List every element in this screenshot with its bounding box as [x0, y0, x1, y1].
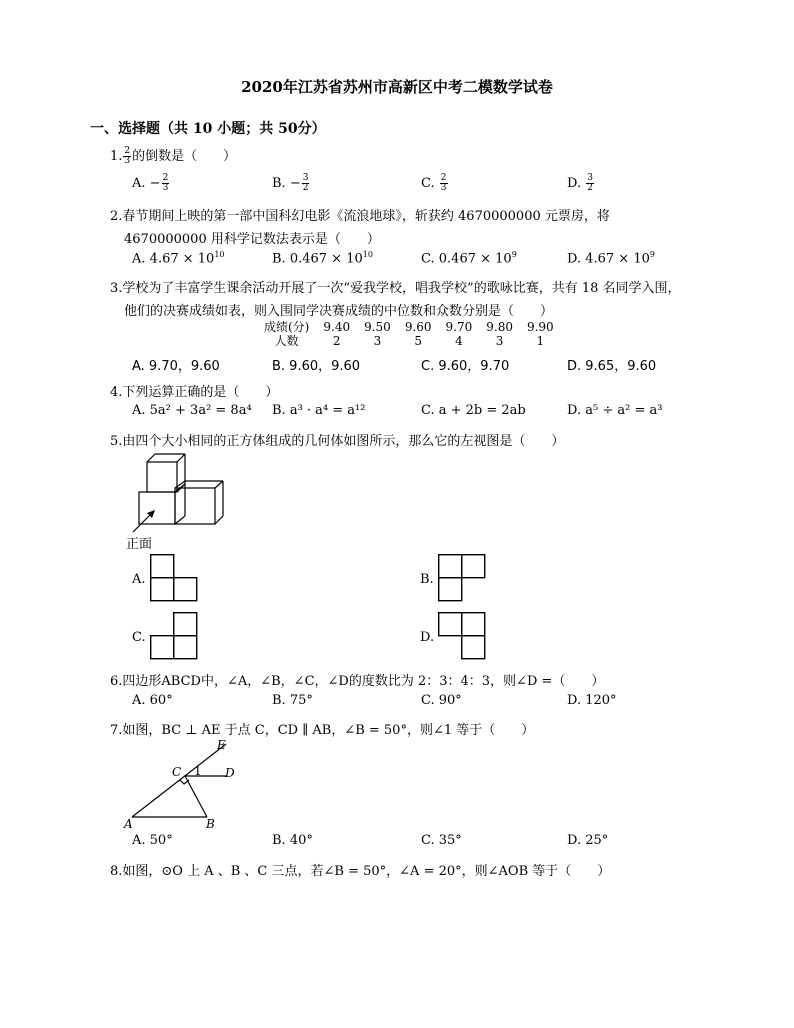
table-cell: 人数 — [274, 334, 299, 348]
question-number: 3. — [110, 281, 123, 296]
option-c-figure[interactable] — [150, 612, 200, 662]
option-a-figure[interactable] — [150, 554, 200, 604]
label-d: D — [225, 766, 235, 780]
option-b[interactable]: B. 9.60，9.60 — [272, 359, 361, 374]
question-4 — [110, 381, 278, 400]
table-cell: 9.70 — [445, 320, 473, 334]
table-cell: 3 — [373, 334, 382, 348]
question-7 — [110, 719, 534, 738]
question-8 — [110, 860, 610, 879]
question-text: 四边形ABCD中，∠A，∠B，∠C，∠D的度数比为 2：3：4：3，则∠D =（ ） — [122, 674, 605, 689]
option-a[interactable]: A. 5a² + 3a² = 8a⁴ — [132, 403, 252, 418]
label-c: C — [172, 765, 182, 779]
option-b[interactable]: B. $0.467 \times 10^{10}$ — [272, 250, 373, 267]
label-b: B — [206, 817, 215, 831]
option-d[interactable]: D. $\frac{3}{2}$ — [567, 173, 593, 193]
question-text-line1: 春节期间上映的第一部中国科幻电影《流浪地球》，斩获约 4670000000 元票房，将 — [122, 209, 610, 224]
option-d[interactable]: D. 9.65，9.60 — [567, 359, 657, 374]
fraction: $\frac{2}{3}$ — [124, 146, 131, 166]
question-number: 4. — [110, 385, 123, 400]
option-a[interactable]: A. 60° — [132, 693, 173, 708]
option-a[interactable]: A. $4.67 \times 10^{10}$ — [132, 250, 225, 267]
table-cell: 3 — [495, 334, 504, 348]
option-b[interactable]: B. a³ · a⁴ = a¹² — [272, 403, 366, 418]
question-text: 由四个大小相同的正方体组成的几何体如图所示，那么它的左视图是（ ） — [122, 434, 565, 449]
label-e: E — [217, 738, 226, 752]
option-a[interactable]: A. − $\frac{2}{3}$ — [132, 173, 169, 193]
label-angle-1: 1 — [194, 764, 202, 778]
option-d-label[interactable]: D. — [420, 630, 435, 645]
question-number: 5. — [110, 434, 123, 449]
question-number: 7. — [110, 723, 123, 738]
option-a[interactable]: A. 9.70，9.60 — [132, 359, 220, 374]
question-6 — [110, 670, 604, 689]
table-row — [264, 334, 554, 348]
option-c[interactable]: C. 90° — [421, 693, 462, 708]
table-cell: 成绩(分) — [264, 320, 310, 334]
question-text: 的倒数是（ ） — [132, 149, 237, 164]
label-a: A — [124, 817, 133, 831]
question-text: 下列运算正确的是（ ） — [122, 385, 279, 400]
question-text-line1: 学校为了丰富学生课余活动开展了一次“爱我学校，唱我学校”的歌咏比赛，共有 18 名同学入围， — [122, 281, 681, 296]
option-b-label[interactable]: B. — [420, 572, 434, 587]
option-d[interactable]: D. a⁵ ÷ a² = a³ — [567, 403, 663, 418]
question-2-line2: 4670000000 用科学记数法表示是（ ） — [124, 232, 380, 247]
table-cell: 9.40 — [323, 320, 351, 334]
score-table — [264, 320, 554, 348]
option-d-figure[interactable] — [438, 612, 488, 662]
option-b[interactable]: B. 75° — [272, 693, 313, 708]
question-number: 8. — [110, 864, 123, 879]
option-c[interactable]: C. a + 2b = 2ab — [421, 403, 526, 418]
cube-solid-figure — [125, 450, 235, 540]
option-a-label[interactable]: A. — [132, 572, 146, 587]
option-a[interactable]: A. 50° — [132, 833, 173, 848]
page-title: 2020年江苏省苏州市高新区中考二模数学试卷 — [241, 78, 553, 96]
option-d[interactable]: D. 25° — [567, 833, 609, 848]
question-number: 1. — [110, 149, 123, 164]
option-d[interactable]: D. 120° — [567, 693, 617, 708]
triangle-figure — [122, 738, 252, 833]
option-c[interactable]: C. $\frac{2}{3}$ — [421, 173, 447, 193]
option-b[interactable]: B. − $\frac{3}{2}$ — [272, 173, 309, 193]
question-text: 如图，BC ⊥ AE 于点 C，CD ∥ AB，∠B = 50°，则∠1 等于（ ） — [122, 723, 535, 738]
table-cell: 4 — [455, 334, 463, 348]
table-cell: 9.50 — [364, 320, 391, 334]
question-5 — [110, 430, 564, 449]
front-label: 正面 — [126, 537, 153, 552]
option-b[interactable]: B. 40° — [272, 833, 313, 848]
option-c[interactable]: C. 35° — [421, 833, 462, 848]
table-cell: 9.60 — [404, 320, 432, 334]
option-d[interactable]: D. $4.67 \times 10^9$ — [567, 250, 655, 267]
option-c[interactable]: C. 9.60，9.70 — [421, 359, 510, 374]
table-cell: 9.90 — [526, 320, 554, 334]
table-cell: 1 — [536, 334, 545, 348]
question-2 — [110, 205, 610, 224]
table-cell: 5 — [414, 334, 422, 348]
question-number: 6. — [110, 674, 123, 689]
question-3-line2: 他们的决赛成绩如表，则入围同学决赛成绩的中位数和众数分别是（ ） — [124, 304, 554, 319]
option-c[interactable]: C. $0.467 \times 10^9$ — [421, 250, 517, 267]
question-3 — [110, 277, 681, 296]
table-cell: 9.80 — [486, 320, 513, 334]
table-cell: 2 — [332, 334, 341, 348]
question-number: 2. — [110, 209, 123, 224]
section-heading: 一、选择题（共 10 小题；共 50分） — [90, 121, 326, 137]
question-text: 如图，⊙O 上 A 、B 、C 三点，若∠B = 50°，∠A = 20°，则∠AOB 等于（ ） — [122, 864, 611, 879]
question-1 — [110, 145, 236, 166]
table-header-row — [264, 320, 554, 334]
option-c-label[interactable]: C. — [132, 630, 146, 645]
option-b-figure[interactable] — [438, 554, 488, 604]
